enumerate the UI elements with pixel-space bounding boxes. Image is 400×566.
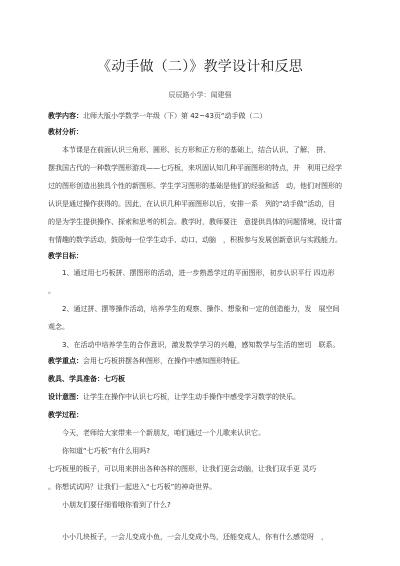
process-line: 你知道“七巧板”有什么用吗? bbox=[62, 447, 150, 455]
goals-heading: 教学目标： bbox=[48, 252, 83, 260]
teaching-content-label: 教学内容： bbox=[48, 112, 83, 120]
analysis-line: 认识是通过操作获得的。因此，在认识几种平面图形以后，安排一系 列的“动手做”活动，目 bbox=[48, 200, 336, 208]
design-intent bbox=[48, 392, 360, 402]
design-intent-text: 让学生在操作中认识七巧板，让学生动手操作中感受学习数学的快乐。 bbox=[83, 393, 300, 401]
analysis-line: 本节课是在前面认识三角形、圆形、长方形和正方形的基础上，结合认识、了解、 拼、 bbox=[62, 146, 331, 154]
document-title: 《动手做（二）》教学设计和反思 bbox=[97, 59, 303, 75]
tools-text: 七巧板 bbox=[104, 375, 125, 383]
analysis-line: 过的图形创造出独具个性的新图形。学生学习图形的基础是他们的经验和活 动，他们对图形的 bbox=[48, 182, 342, 190]
process-line: 七巧板里的板子，可以用来拼出各种各样的图形，让我们更会动脑，让我们双手更 灵巧 bbox=[48, 465, 317, 473]
goal-line: 观念。 bbox=[48, 323, 69, 331]
process-line: 小小几块板子，一会儿变成小鱼，一会儿变成小鸟，还能变成人，你有什么感觉呀 ， bbox=[62, 533, 328, 541]
goal-line: 1、通过用七巧板拼、摆图形的活动，进一步熟悉学过的平面图形，初步认识平行 四边形 bbox=[62, 269, 335, 277]
analysis-line: 的是为学生提供操作、探索和思考的机会。教学时，教师要注 意提供具体的问题情境，设计富 bbox=[48, 218, 342, 226]
key-point-text: 会用七巧板拼摆各种图形，在操作中感知图形特征。 bbox=[83, 357, 244, 365]
key-point bbox=[48, 356, 360, 366]
goal-line: 2、通过拼、摆等操作活动，培养学生的观察、操作、想象和一定的创造能力，发 展空间 bbox=[62, 305, 340, 313]
design-intent-label: 设计意图： bbox=[48, 393, 83, 401]
analysis-line: 摆我国古代的一种数学图形游戏——七巧板，来巩固认知几种平面图形的特点，并 利用已经学 bbox=[48, 164, 342, 172]
process-heading: 教学过程： bbox=[48, 411, 83, 419]
analysis-line: 有情趣的数学活动，鼓励每一位学生动手、动口、动脑 ，积极参与发展创新意识与实践能力。 bbox=[48, 236, 342, 244]
tools-line bbox=[48, 374, 360, 384]
tools-label: 教具、学具准备： bbox=[48, 375, 104, 383]
author-line: 辰辰路小学：闻建强 bbox=[168, 91, 232, 99]
goal-line: 3、在活动中培养学生的合作意识，激发数学学习的兴趣，感知数学与生活的密切 联系。 bbox=[62, 341, 340, 349]
process-line: 。你想试试吗？让我们一起进入“七巧板”的神奇世界。 bbox=[48, 483, 217, 491]
analysis-heading: 教材分析： bbox=[48, 128, 83, 136]
teaching-content bbox=[48, 111, 360, 121]
goal-line: 。 bbox=[48, 287, 55, 295]
teaching-content-text: 北师大版小学数学一年级（下）第 42~43页“动手做（二） bbox=[83, 112, 267, 120]
key-point-label: 教学重点： bbox=[48, 357, 83, 365]
process-line: 小朋友们要仔细看哦你看到了什么? bbox=[62, 501, 171, 509]
process-line: 今天，老师给大家带来一个新朋友，咱们通过一个儿歌来认识它。 bbox=[62, 429, 265, 437]
